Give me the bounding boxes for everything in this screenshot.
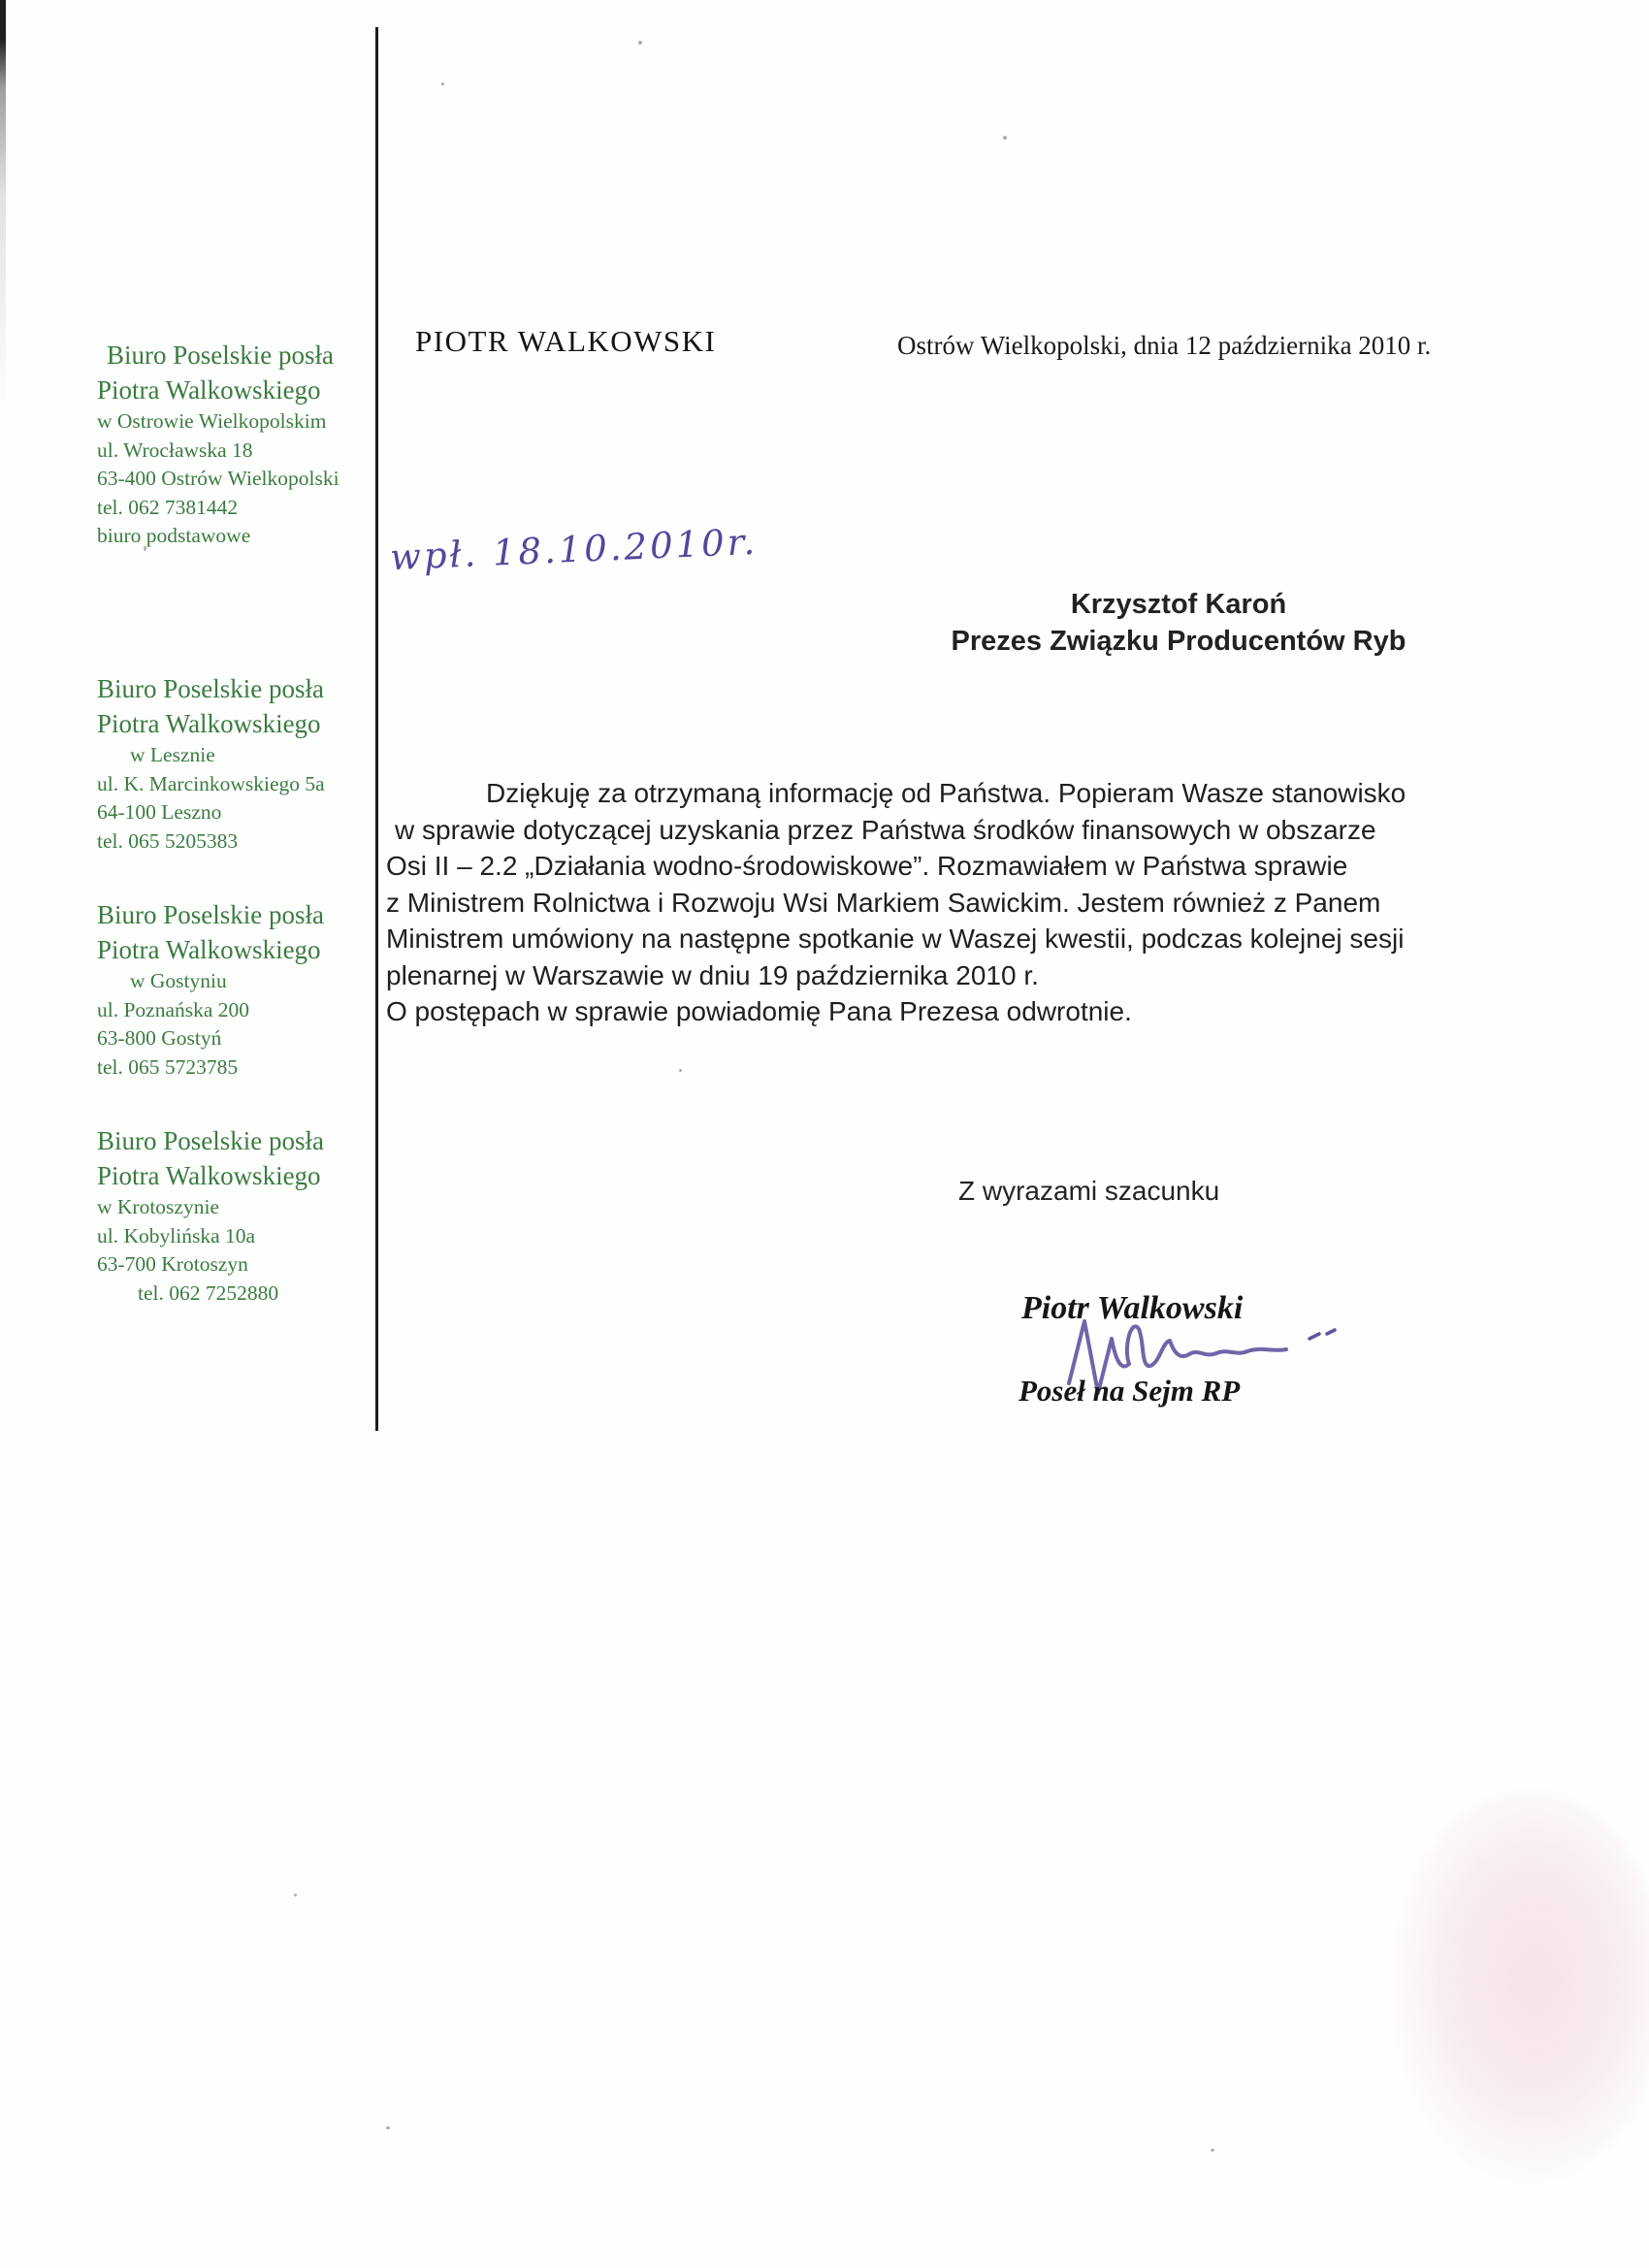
body-line: Osi II – 2.2 „Działania wodno-środowiskowe”. Rozmawiałem w Państwa sprawie (386, 851, 1348, 881)
office-line: Piotra Walkowskiego (97, 935, 321, 964)
office-line: Piotra Walkowskiego (97, 709, 321, 738)
scan-speck (1003, 136, 1007, 140)
scan-edge-artifact (0, 0, 6, 407)
sender-name: PIOTR WALKOWSKI (415, 324, 717, 358)
signer-title: Poseł na Sejm RP (1018, 1374, 1241, 1408)
office-line: Biuro Poselskie posła (97, 1126, 324, 1155)
office-block-gostyn (97, 897, 373, 1082)
body-line: O postępach w sprawie powiadomię Pana Prezesa odwrotnie. (386, 996, 1132, 1026)
office-line: ul. Wrocławska 18 (97, 437, 253, 462)
pink-scan-stain (1395, 1793, 1649, 2181)
office-line: w Gostyniu (130, 969, 227, 992)
office-line: Biuro Poselskie posła (97, 674, 324, 703)
office-line: Piotra Walkowskiego (97, 1161, 321, 1190)
office-line: ul. K. Marcinkowskiego 5a (97, 771, 325, 795)
office-line: ul. Kobylińska 10a (97, 1223, 256, 1247)
body-line: w sprawie dotyczącej uzyskania przez Państwa środków finansowych w obszarze (395, 814, 1376, 845)
office-line: Biuro Poselskie posła (107, 340, 334, 370)
scan-speck (294, 1894, 297, 1896)
office-line: tel. 065 5723785 (97, 1054, 239, 1079)
scan-speck (638, 41, 642, 45)
scan-speck (1211, 2149, 1214, 2152)
signer-printed-name: Piotr Walkowski (1021, 1290, 1244, 1326)
place-and-date: Ostrów Wielkopolski, dnia 12 października 2010 r. (897, 331, 1432, 360)
office-line: tel. 062 7252880 (138, 1280, 279, 1305)
body-line: Ministrem umówiony na następne spotkanie w Waszej kwestii, podczas kolejnej sesji (386, 923, 1405, 954)
handwritten-received-note: wpł. 18.10.2010r. (389, 520, 759, 579)
office-line: 64-100 Leszno (97, 800, 222, 824)
salutation: Z wyrazami szacunku (958, 1176, 1220, 1206)
office-line: 63-400 Ostrów Wielkopolski (97, 467, 340, 490)
office-line: ul. Poznańska 200 (97, 997, 250, 1021)
recipient-block (931, 586, 1426, 660)
body-line: plenarnej w Warszawie w dniu 19 października 2010 r. (386, 959, 1039, 990)
body-line: Dziękuję za otrzymaną informację od Państwa. Popieram Wasze stanowisko (486, 778, 1406, 808)
body-line: z Ministrem Rolnictwa i Rozwoju Wsi Markiem Sawickim. Jestem również z Panem (386, 887, 1381, 918)
office-line: w Ostrowie Wielkopolskim (97, 409, 327, 433)
recipient-title: Prezes Związku Producentów Ryb (951, 626, 1406, 657)
recipient-name: Krzysztof Karoń (1070, 589, 1287, 620)
office-block-krotoszyn (97, 1123, 373, 1308)
office-line: 63-700 Krotoszyn (97, 1252, 248, 1276)
scan-speck (386, 2126, 390, 2129)
office-block-leszno (97, 671, 373, 856)
scan-speck (441, 82, 444, 85)
scan-speck (679, 1069, 682, 1072)
letter-body (386, 775, 1477, 1030)
vertical-divider-line (375, 27, 378, 1431)
office-line: Piotra Walkowskiego (97, 375, 321, 405)
office-line: 63-800 Gostyń (97, 1026, 222, 1050)
office-line: biuro podstawowe (97, 524, 251, 547)
office-block-ostrow (97, 338, 373, 551)
office-line: tel. 062 7381442 (97, 495, 239, 519)
office-line: w Krotoszynie (97, 1195, 219, 1218)
office-line: tel. 065 5205383 (97, 828, 239, 853)
office-line: w Lesznie (130, 743, 215, 766)
office-line: Biuro Poselskie posła (97, 900, 324, 929)
